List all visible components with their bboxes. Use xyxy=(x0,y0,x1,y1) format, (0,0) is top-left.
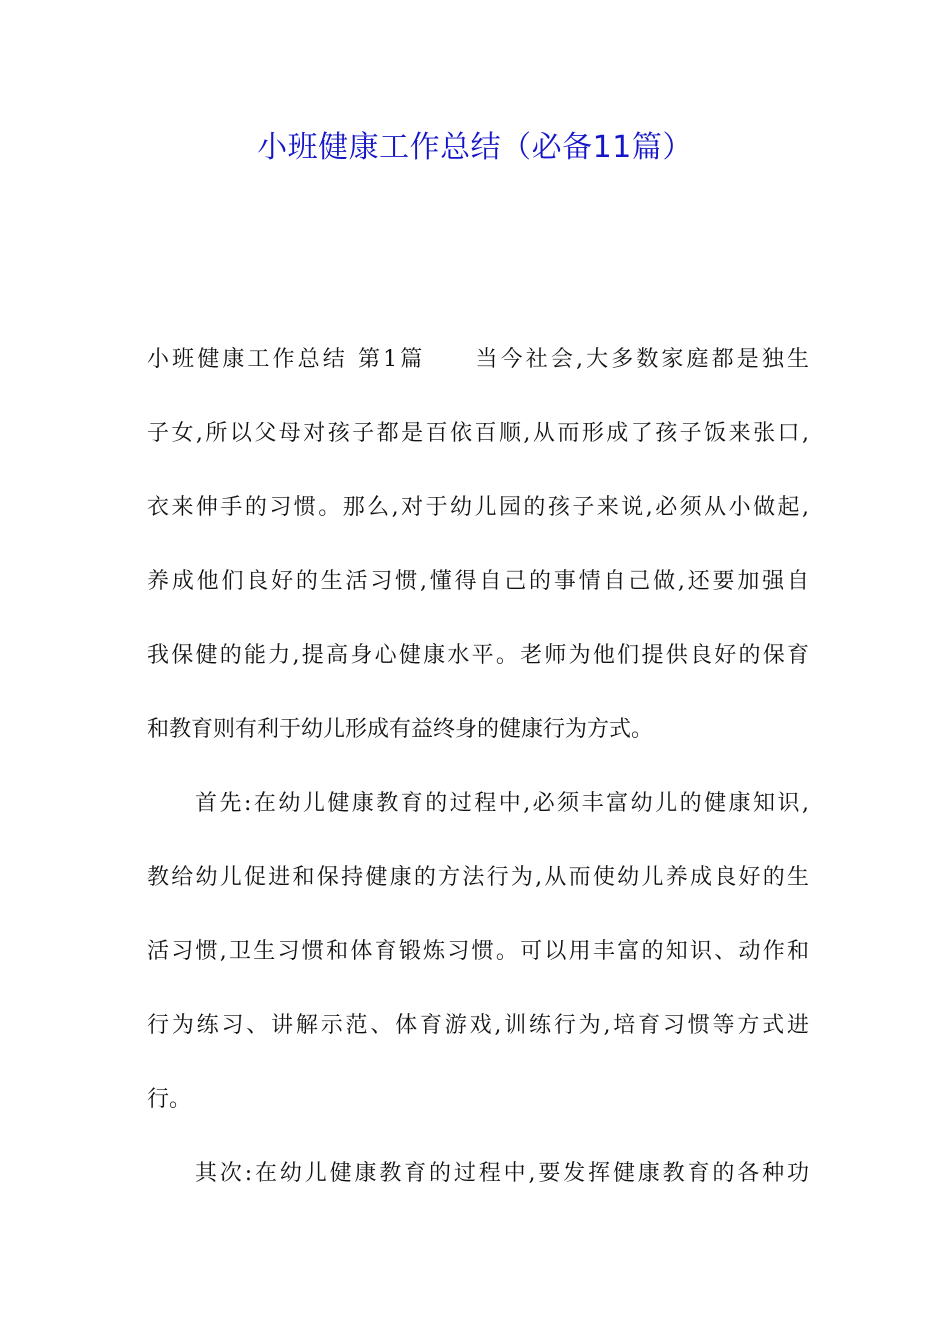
paragraph-line: 教给幼儿促进和保持健康的方法行为,从而使幼儿养成良好的生 xyxy=(147,865,809,890)
paragraph-line: 行为练习、讲解示范、体育游戏,训练行为,培育习惯等方式进 xyxy=(147,1013,809,1038)
document-title: 小班健康工作总结（必备11篇） xyxy=(257,130,693,165)
paragraph-line: 和教育则有利于幼儿形成有益终身的健康行为方式。 xyxy=(147,717,654,742)
paragraph-line: 衣来伸手的习惯。那么,对于幼儿园的孩子来说,必须从小做起, xyxy=(147,495,809,520)
paragraph-line: 活习惯,卫生习惯和体育锻炼习惯。可以用丰富的知识、动作和 xyxy=(147,939,809,964)
document-body xyxy=(147,338,809,1226)
paragraph-line: 小班健康工作总结 第1篇 当今社会,大多数家庭都是独生 xyxy=(147,347,809,372)
paragraph-line: 其次:在幼儿健康教育的过程中,要发挥健康教育的各种功 xyxy=(195,1161,809,1186)
paragraph-line: 行。 xyxy=(147,1087,192,1112)
paragraph-line: 养成他们良好的生活习惯,懂得自己的事情自己做,还要加强自 xyxy=(147,569,809,594)
paragraph-line: 首先:在幼儿健康教育的过程中,必须丰富幼儿的健康知识, xyxy=(195,791,809,816)
paragraph-line: 我保健的能力,提高身心健康水平。老师为他们提供良好的保育 xyxy=(147,643,809,668)
paragraph-line: 子女,所以父母对孩子都是百依百顺,从而形成了孩子饭来张口, xyxy=(147,421,809,446)
